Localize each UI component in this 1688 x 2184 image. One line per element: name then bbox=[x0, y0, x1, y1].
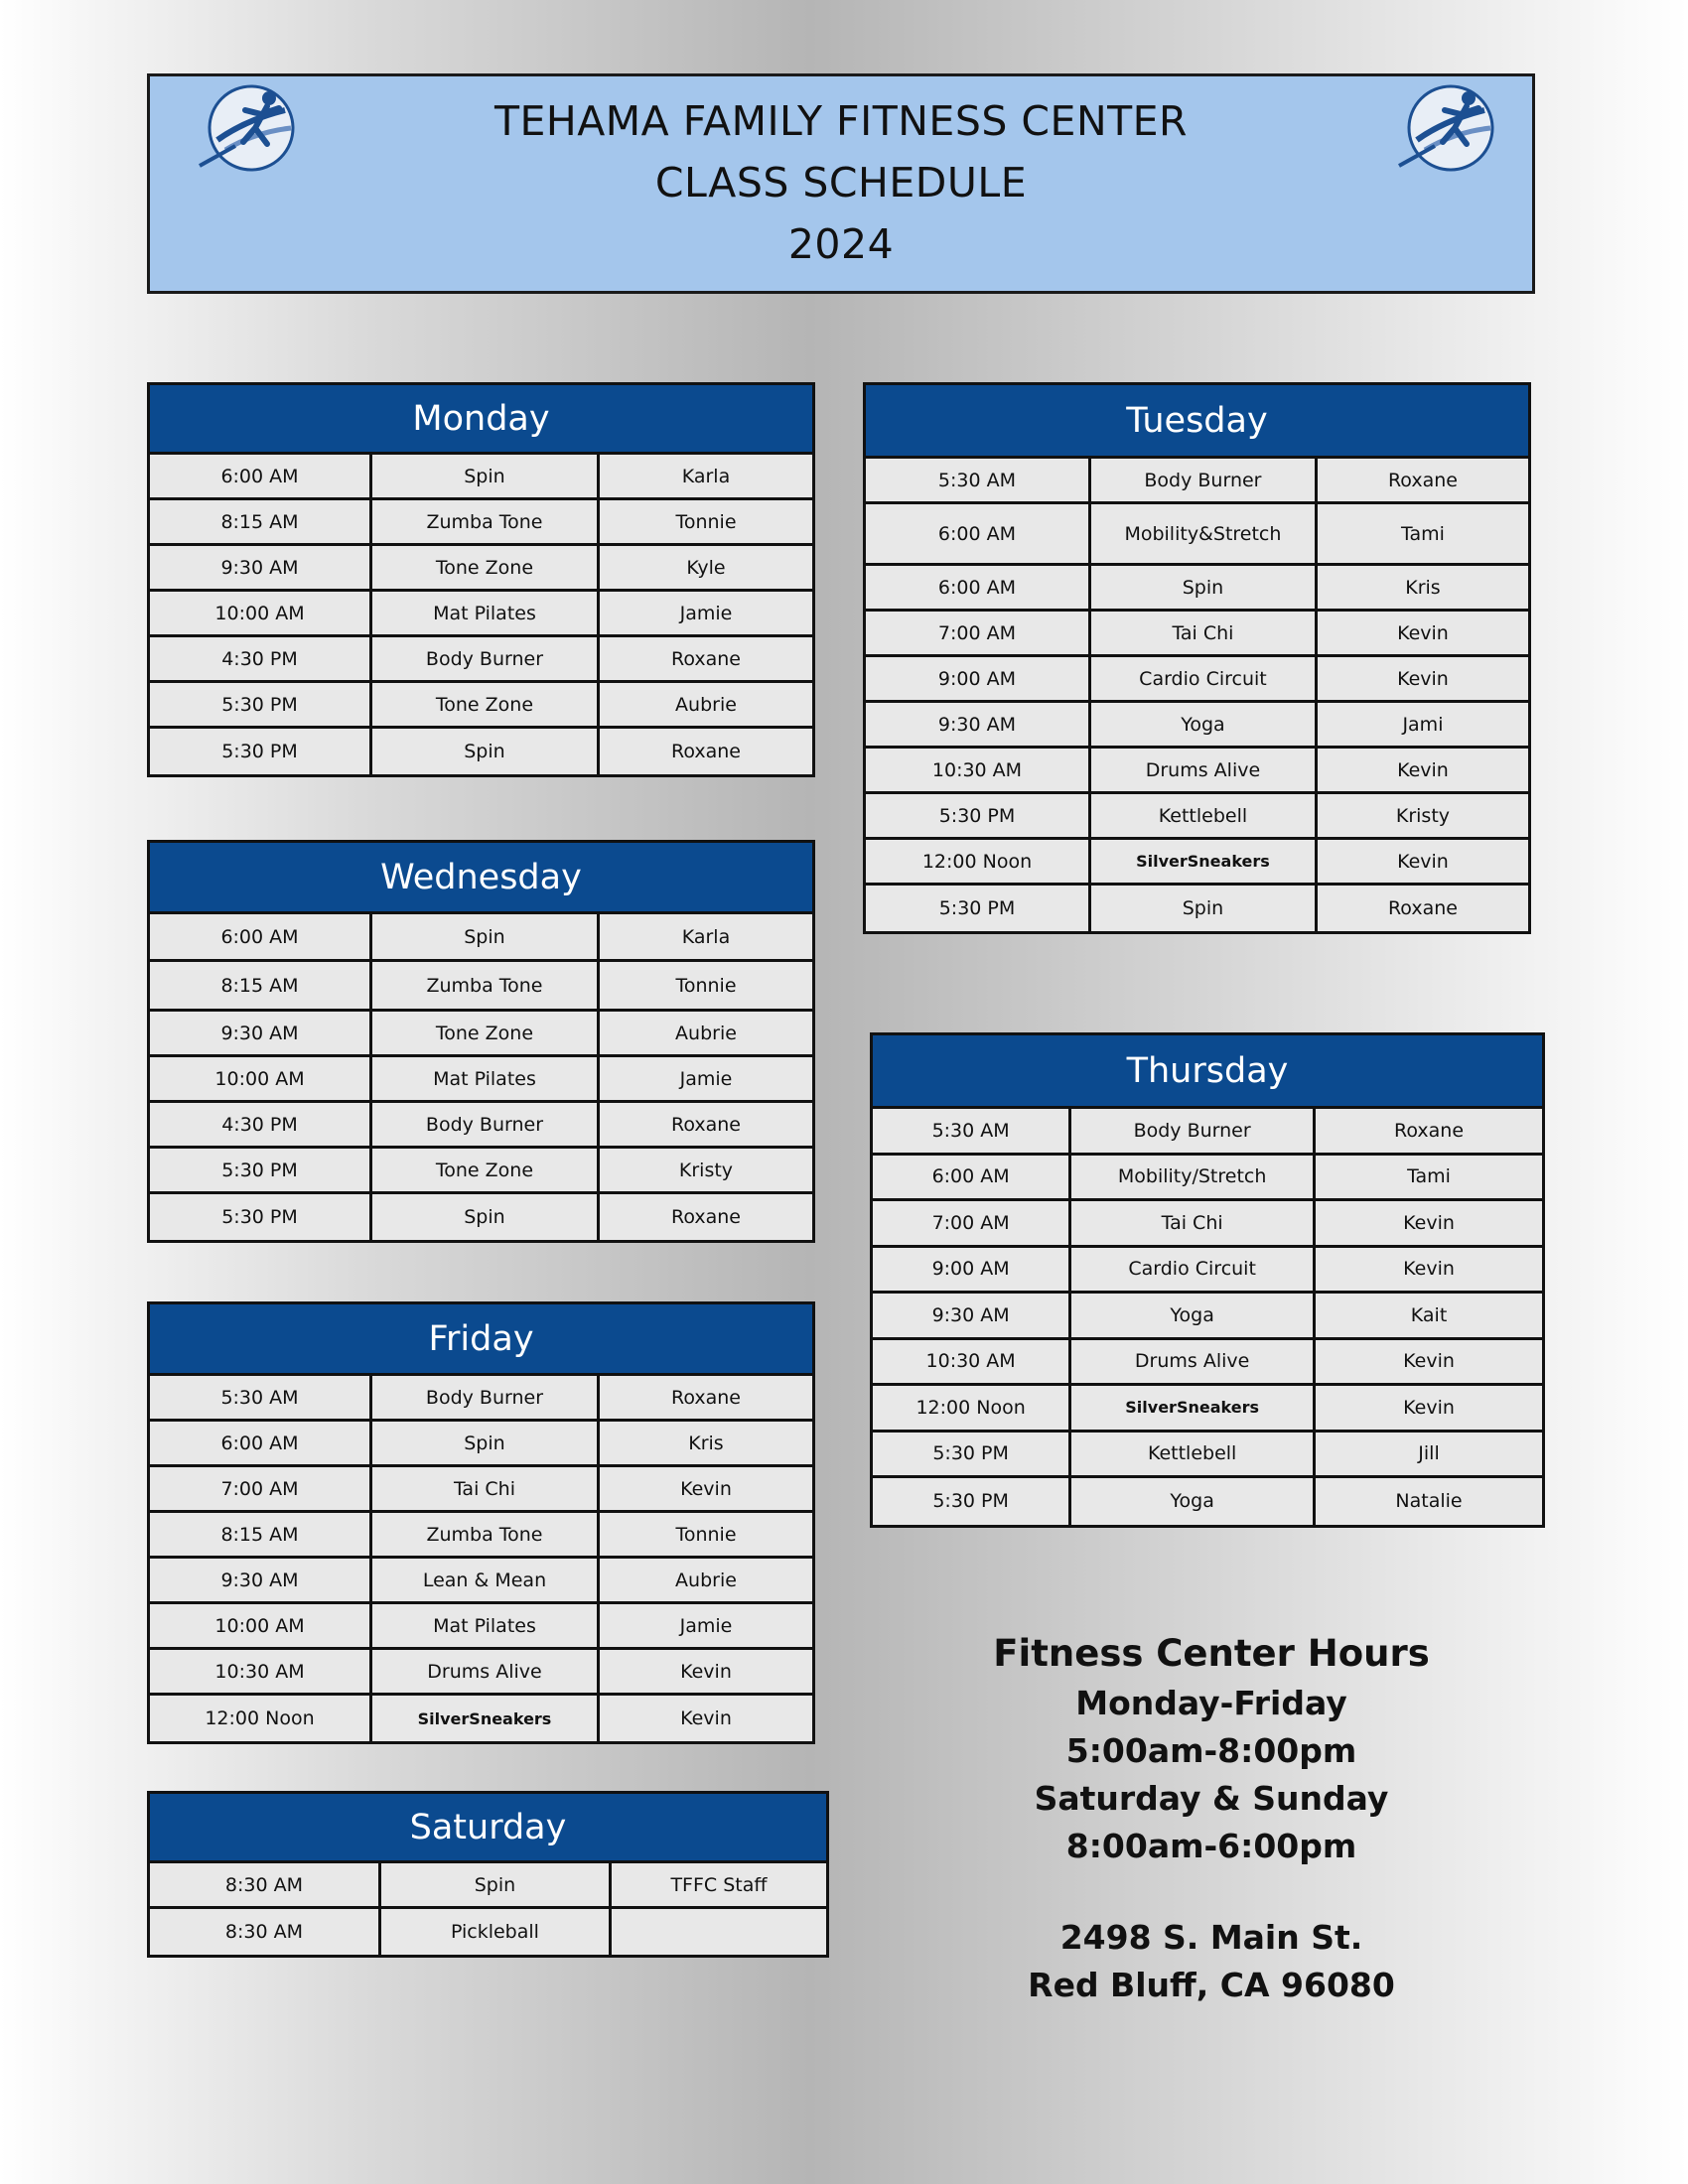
class-time-cell: 8:30 AM bbox=[150, 1909, 381, 1955]
class-name-cell: Zumba Tone bbox=[372, 962, 600, 1012]
class-time-cell: 7:00 AM bbox=[866, 612, 1091, 657]
wednesday-day-header: Wednesday bbox=[150, 843, 812, 914]
class-time-cell: 6:00 AM bbox=[866, 504, 1091, 566]
class-name-cell: Spin bbox=[372, 1194, 600, 1240]
class-name-cell: Body Burner bbox=[1071, 1109, 1316, 1156]
class-time-cell: 12:00 Noon bbox=[873, 1386, 1071, 1433]
class-time-cell: 9:30 AM bbox=[150, 1559, 372, 1604]
class-name-cell: Drums Alive bbox=[1091, 749, 1318, 794]
class-name-cell: Cardio Circuit bbox=[1071, 1248, 1316, 1295]
class-name-cell: Yoga bbox=[1071, 1294, 1316, 1340]
class-name-cell: Spin bbox=[372, 455, 600, 500]
table-row bbox=[866, 749, 1528, 794]
class-name-cell: Tai Chi bbox=[1091, 612, 1318, 657]
instructor-cell: Kevin bbox=[1318, 840, 1528, 886]
instructor-cell: Tonnie bbox=[600, 1513, 812, 1559]
class-time-cell: 4:30 PM bbox=[150, 637, 372, 683]
class-time-cell: 5:30 AM bbox=[150, 1376, 372, 1422]
class-time-cell: 6:00 AM bbox=[150, 455, 372, 500]
wednesday-table bbox=[147, 840, 815, 1243]
class-name-cell: SilverSneakers bbox=[1071, 1386, 1316, 1433]
class-name-cell: Spin bbox=[1091, 886, 1318, 931]
class-time-cell: 8:15 AM bbox=[150, 1513, 372, 1559]
gym-name: TEHAMA FAMILY FITNESS CENTER bbox=[493, 97, 1189, 145]
instructor-cell: Tonnie bbox=[600, 962, 812, 1012]
class-time-cell: 5:30 PM bbox=[150, 1149, 372, 1194]
class-time-cell: 5:30 AM bbox=[873, 1109, 1071, 1156]
class-name-cell: Drums Alive bbox=[372, 1650, 600, 1696]
instructor-cell: Kris bbox=[1318, 566, 1528, 612]
instructor-cell: Kevin bbox=[600, 1696, 812, 1741]
table-row bbox=[866, 566, 1528, 612]
weekdays-time: 5:00am-8:00pm bbox=[1065, 1731, 1357, 1770]
instructor-cell: Tami bbox=[1316, 1156, 1542, 1202]
table-row bbox=[150, 1376, 812, 1422]
class-name-cell: Cardio Circuit bbox=[1091, 657, 1318, 703]
class-name-cell: Mat Pilates bbox=[372, 1057, 600, 1103]
class-name-cell: Lean & Mean bbox=[372, 1559, 600, 1604]
table-row bbox=[866, 504, 1528, 566]
class-time-cell: 6:00 AM bbox=[150, 1422, 372, 1467]
instructor-cell: Jamie bbox=[600, 592, 812, 637]
thursday-day-header: Thursday bbox=[873, 1035, 1542, 1109]
instructor-cell: Natalie bbox=[1316, 1478, 1542, 1525]
class-name-cell: Body Burner bbox=[372, 637, 600, 683]
table-row bbox=[873, 1294, 1542, 1340]
instructor-cell bbox=[612, 1909, 826, 1955]
class-name-cell: Tone Zone bbox=[372, 546, 600, 592]
class-time-cell: 5:30 PM bbox=[150, 1194, 372, 1240]
tuesday-table bbox=[863, 382, 1531, 934]
table-row bbox=[866, 886, 1528, 931]
tuesday-day-header: Tuesday bbox=[866, 385, 1528, 459]
runner-logo-icon bbox=[1395, 80, 1498, 176]
class-time-cell: 9:30 AM bbox=[150, 546, 372, 592]
weekdays-label: Monday-Friday bbox=[1075, 1684, 1347, 1722]
class-name-cell: Mat Pilates bbox=[372, 592, 600, 637]
class-name-cell: Drums Alive bbox=[1071, 1340, 1316, 1387]
table-row bbox=[150, 1194, 812, 1240]
instructor-cell: Roxane bbox=[1318, 886, 1528, 931]
table-row bbox=[150, 1604, 812, 1650]
class-time-cell: 10:30 AM bbox=[873, 1340, 1071, 1387]
class-time-cell: 6:00 AM bbox=[150, 914, 372, 962]
instructor-cell: Roxane bbox=[600, 1376, 812, 1422]
instructor-cell: Roxane bbox=[1318, 459, 1528, 504]
class-time-cell: 5:30 PM bbox=[873, 1433, 1071, 1479]
class-name-cell: Yoga bbox=[1071, 1478, 1316, 1525]
instructor-cell: Roxane bbox=[600, 637, 812, 683]
class-name-cell: Kettlebell bbox=[1091, 794, 1318, 840]
instructor-cell: Kristy bbox=[600, 1149, 812, 1194]
table-row bbox=[866, 612, 1528, 657]
monday-table bbox=[147, 382, 815, 777]
friday-day-header: Friday bbox=[150, 1304, 812, 1376]
instructor-cell: Kevin bbox=[1316, 1201, 1542, 1248]
instructor-cell: Tami bbox=[1318, 504, 1528, 566]
instructor-cell: Karla bbox=[600, 914, 812, 962]
hours-title: Fitness Center Hours bbox=[993, 1632, 1430, 1675]
instructor-cell: Jamie bbox=[600, 1057, 812, 1103]
fitness-center-hours bbox=[973, 1628, 1450, 2009]
table-row bbox=[873, 1386, 1542, 1433]
class-name-cell: Tone Zone bbox=[372, 1149, 600, 1194]
class-time-cell: 6:00 AM bbox=[866, 566, 1091, 612]
instructor-cell: Kris bbox=[600, 1422, 812, 1467]
table-row bbox=[866, 794, 1528, 840]
friday-table bbox=[147, 1301, 815, 1744]
table-row bbox=[150, 1650, 812, 1696]
class-time-cell: 8:15 AM bbox=[150, 500, 372, 546]
table-row bbox=[150, 1863, 826, 1909]
weekend-label: Saturday & Sunday bbox=[1034, 1779, 1389, 1818]
table-row bbox=[150, 455, 812, 500]
class-name-cell: Zumba Tone bbox=[372, 500, 600, 546]
instructor-cell: Tonnie bbox=[600, 500, 812, 546]
class-time-cell: 9:30 AM bbox=[150, 1012, 372, 1057]
thursday-table bbox=[870, 1032, 1545, 1528]
instructor-cell: Roxane bbox=[1316, 1109, 1542, 1156]
class-time-cell: 7:00 AM bbox=[150, 1467, 372, 1513]
class-name-cell: Body Burner bbox=[372, 1103, 600, 1149]
instructor-cell: Roxane bbox=[600, 729, 812, 774]
table-row bbox=[866, 459, 1528, 504]
table-row bbox=[873, 1478, 1542, 1525]
class-name-cell: Spin bbox=[372, 914, 600, 962]
saturday-table bbox=[147, 1791, 829, 1958]
class-name-cell: Body Burner bbox=[372, 1376, 600, 1422]
address-city: Red Bluff, CA 96080 bbox=[1028, 1966, 1395, 2004]
saturday-day-header: Saturday bbox=[150, 1794, 826, 1863]
table-row bbox=[150, 546, 812, 592]
table-row bbox=[873, 1433, 1542, 1479]
class-name-cell: Tai Chi bbox=[372, 1467, 600, 1513]
instructor-cell: Jamie bbox=[600, 1604, 812, 1650]
monday-day-header: Monday bbox=[150, 385, 812, 455]
class-time-cell: 10:00 AM bbox=[150, 592, 372, 637]
class-time-cell: 5:30 AM bbox=[866, 459, 1091, 504]
schedule-header bbox=[147, 73, 1535, 294]
table-row bbox=[150, 729, 812, 774]
class-time-cell: 10:30 AM bbox=[866, 749, 1091, 794]
instructor-cell: Kevin bbox=[600, 1467, 812, 1513]
table-row bbox=[150, 1149, 812, 1194]
table-row bbox=[873, 1340, 1542, 1387]
instructor-cell: Jami bbox=[1318, 703, 1528, 749]
instructor-cell: Kevin bbox=[1318, 749, 1528, 794]
class-name-cell: Spin bbox=[1091, 566, 1318, 612]
class-time-cell: 7:00 AM bbox=[873, 1201, 1071, 1248]
instructor-cell: Kevin bbox=[1318, 612, 1528, 657]
schedule-title: CLASS SCHEDULE bbox=[654, 159, 1028, 206]
table-row bbox=[150, 1103, 812, 1149]
instructor-cell: Kevin bbox=[1316, 1248, 1542, 1295]
class-name-cell: Spin bbox=[381, 1863, 612, 1909]
instructor-cell: TFFC Staff bbox=[612, 1863, 826, 1909]
instructor-cell: Kevin bbox=[600, 1650, 812, 1696]
instructor-cell: Roxane bbox=[600, 1194, 812, 1240]
table-row bbox=[150, 914, 812, 962]
table-row bbox=[150, 637, 812, 683]
class-time-cell: 8:30 AM bbox=[150, 1863, 381, 1909]
class-time-cell: 12:00 Noon bbox=[866, 840, 1091, 886]
table-row bbox=[150, 1909, 826, 1955]
table-row bbox=[150, 1513, 812, 1559]
class-time-cell: 8:15 AM bbox=[150, 962, 372, 1012]
instructor-cell: Kyle bbox=[600, 546, 812, 592]
class-name-cell: Spin bbox=[372, 1422, 600, 1467]
class-name-cell: Zumba Tone bbox=[372, 1513, 600, 1559]
class-time-cell: 9:30 AM bbox=[873, 1294, 1071, 1340]
table-row bbox=[150, 1696, 812, 1741]
table-row bbox=[866, 657, 1528, 703]
weekend-time: 8:00am-6:00pm bbox=[1065, 1827, 1357, 1865]
class-time-cell: 10:30 AM bbox=[150, 1650, 372, 1696]
instructor-cell: Jill bbox=[1316, 1433, 1542, 1479]
table-row bbox=[873, 1156, 1542, 1202]
class-time-cell: 4:30 PM bbox=[150, 1103, 372, 1149]
schedule-year: 2024 bbox=[787, 220, 895, 268]
class-time-cell: 9:30 AM bbox=[866, 703, 1091, 749]
class-name-cell: Mobility/Stretch bbox=[1071, 1156, 1316, 1202]
table-row bbox=[150, 1057, 812, 1103]
class-time-cell: 12:00 Noon bbox=[150, 1696, 372, 1741]
table-row bbox=[866, 840, 1528, 886]
instructor-cell: Kait bbox=[1316, 1294, 1542, 1340]
class-name-cell: Tone Zone bbox=[372, 683, 600, 729]
table-row bbox=[150, 1422, 812, 1467]
instructor-cell: Kevin bbox=[1316, 1386, 1542, 1433]
class-name-cell: Tai Chi bbox=[1071, 1201, 1316, 1248]
class-name-cell: Yoga bbox=[1091, 703, 1318, 749]
instructor-cell: Roxane bbox=[600, 1103, 812, 1149]
class-name-cell: Mobility&Stretch bbox=[1091, 504, 1318, 566]
class-time-cell: 5:30 PM bbox=[150, 683, 372, 729]
class-name-cell: Kettlebell bbox=[1071, 1433, 1316, 1479]
table-row bbox=[873, 1248, 1542, 1295]
table-row bbox=[150, 1559, 812, 1604]
class-time-cell: 5:30 PM bbox=[873, 1478, 1071, 1525]
instructor-cell: Aubrie bbox=[600, 1012, 812, 1057]
class-time-cell: 9:00 AM bbox=[873, 1248, 1071, 1295]
instructor-cell: Kevin bbox=[1316, 1340, 1542, 1387]
address-street: 2498 S. Main St. bbox=[1059, 1918, 1363, 1957]
class-time-cell: 6:00 AM bbox=[873, 1156, 1071, 1202]
table-row bbox=[150, 592, 812, 637]
class-name-cell: Pickleball bbox=[381, 1909, 612, 1955]
table-row bbox=[150, 683, 812, 729]
class-time-cell: 5:30 PM bbox=[150, 729, 372, 774]
instructor-cell: Aubrie bbox=[600, 1559, 812, 1604]
table-row bbox=[866, 703, 1528, 749]
class-time-cell: 5:30 PM bbox=[866, 886, 1091, 931]
class-time-cell: 5:30 PM bbox=[866, 794, 1091, 840]
table-row bbox=[150, 500, 812, 546]
class-time-cell: 10:00 AM bbox=[150, 1604, 372, 1650]
instructor-cell: Karla bbox=[600, 455, 812, 500]
table-row bbox=[873, 1109, 1542, 1156]
class-name-cell: Spin bbox=[372, 729, 600, 774]
class-name-cell: Mat Pilates bbox=[372, 1604, 600, 1650]
table-row bbox=[873, 1201, 1542, 1248]
class-name-cell: SilverSneakers bbox=[372, 1696, 600, 1741]
instructor-cell: Aubrie bbox=[600, 683, 812, 729]
class-name-cell: Body Burner bbox=[1091, 459, 1318, 504]
table-row bbox=[150, 1012, 812, 1057]
instructor-cell: Kevin bbox=[1318, 657, 1528, 703]
table-row bbox=[150, 1467, 812, 1513]
instructor-cell: Kristy bbox=[1318, 794, 1528, 840]
class-name-cell: Tone Zone bbox=[372, 1012, 600, 1057]
class-name-cell: SilverSneakers bbox=[1091, 840, 1318, 886]
class-time-cell: 9:00 AM bbox=[866, 657, 1091, 703]
class-time-cell: 10:00 AM bbox=[150, 1057, 372, 1103]
table-row bbox=[150, 962, 812, 1012]
